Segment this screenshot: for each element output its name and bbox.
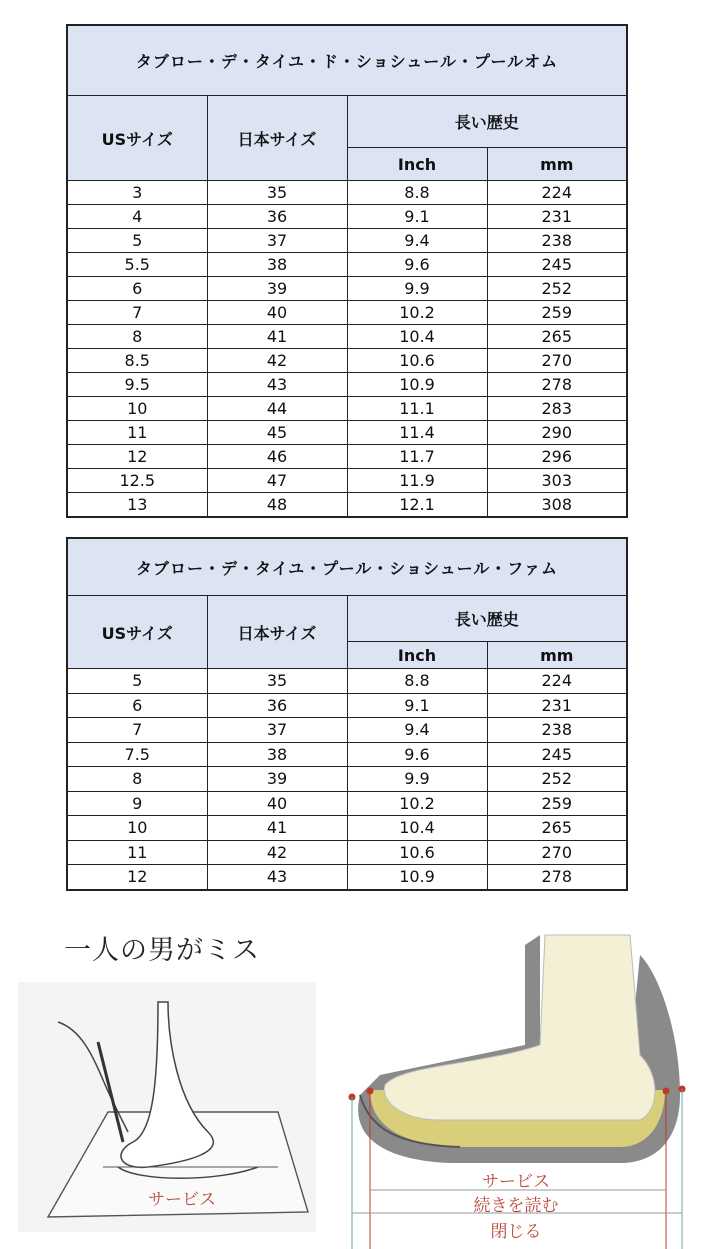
womens-table-title: タブロー・デ・タイユ・プール・ショシュール・ファム	[67, 538, 627, 596]
us-size-cell: 7	[67, 301, 207, 325]
jp-size-cell: 46	[207, 445, 347, 469]
inch-cell: 9.1	[347, 205, 487, 229]
womens-table-body	[67, 669, 627, 890]
mm-cell: 231	[487, 693, 627, 718]
jp-size-cell: 38	[207, 253, 347, 277]
table-row	[67, 840, 627, 865]
inch-cell: 10.4	[347, 325, 487, 349]
col-header-inch: Inch	[347, 642, 487, 669]
mm-cell: 224	[487, 181, 627, 205]
inch-cell: 9.4	[347, 229, 487, 253]
measure-heading: 一人の男がミス	[64, 935, 260, 966]
us-size-cell: 12	[67, 445, 207, 469]
inch-cell: 9.9	[347, 277, 487, 301]
us-size-cell: 6	[67, 277, 207, 301]
mm-cell: 308	[487, 493, 627, 518]
table-row	[67, 493, 627, 518]
col-header-jp-size: 日本サイズ	[207, 596, 347, 669]
mm-cell: 224	[487, 669, 627, 694]
us-size-cell: 8	[67, 325, 207, 349]
us-size-cell: 7.5	[67, 742, 207, 767]
jp-size-cell: 47	[207, 469, 347, 493]
inch-cell: 11.7	[347, 445, 487, 469]
table-row	[67, 253, 627, 277]
inch-cell: 12.1	[347, 493, 487, 518]
table-row	[67, 742, 627, 767]
mm-cell: 278	[487, 373, 627, 397]
jp-size-cell: 41	[207, 325, 347, 349]
inch-cell: 10.2	[347, 791, 487, 816]
inch-cell: 10.9	[347, 865, 487, 890]
col-header-jp-size: 日本サイズ	[207, 96, 347, 181]
right-label-1: サービス	[482, 1172, 550, 1192]
us-size-cell: 5.5	[67, 253, 207, 277]
jp-size-cell: 38	[207, 742, 347, 767]
table-row	[67, 469, 627, 493]
us-size-cell: 9	[67, 791, 207, 816]
foot-tracing-illustration	[18, 982, 316, 1232]
us-size-cell: 12.5	[67, 469, 207, 493]
col-header-length: 長い歴史	[347, 96, 627, 148]
col-header-mm: mm	[487, 148, 627, 181]
us-size-cell: 11	[67, 421, 207, 445]
table-row	[67, 865, 627, 890]
inch-cell: 10.6	[347, 349, 487, 373]
jp-size-cell: 45	[207, 421, 347, 445]
jp-size-cell: 48	[207, 493, 347, 518]
jp-size-cell: 35	[207, 181, 347, 205]
col-header-inch: Inch	[347, 148, 487, 181]
table-row	[67, 421, 627, 445]
left-figure-label: サービス	[148, 1190, 216, 1210]
us-size-cell: 10	[67, 397, 207, 421]
us-size-cell: 9.5	[67, 373, 207, 397]
jp-size-cell: 39	[207, 767, 347, 792]
table-row	[67, 397, 627, 421]
us-size-cell: 4	[67, 205, 207, 229]
jp-size-cell: 36	[207, 693, 347, 718]
jp-size-cell: 43	[207, 373, 347, 397]
table-row	[67, 229, 627, 253]
table-row	[67, 791, 627, 816]
table-row	[67, 301, 627, 325]
mm-cell: 259	[487, 791, 627, 816]
col-header-us-size: USサイズ	[67, 96, 207, 181]
us-size-cell: 5	[67, 229, 207, 253]
mm-cell: 238	[487, 718, 627, 743]
jp-size-cell: 40	[207, 791, 347, 816]
mm-cell: 290	[487, 421, 627, 445]
inch-cell: 10.2	[347, 301, 487, 325]
us-size-cell: 10	[67, 816, 207, 841]
jp-size-cell: 36	[207, 205, 347, 229]
inch-cell: 9.9	[347, 767, 487, 792]
us-size-cell: 3	[67, 181, 207, 205]
inch-cell: 9.4	[347, 718, 487, 743]
col-header-length: 長い歴史	[347, 596, 627, 642]
inch-cell: 10.6	[347, 840, 487, 865]
mm-cell: 231	[487, 205, 627, 229]
table-row	[67, 445, 627, 469]
inch-cell: 11.9	[347, 469, 487, 493]
table-row	[67, 767, 627, 792]
jp-size-cell: 40	[207, 301, 347, 325]
inch-cell: 10.9	[347, 373, 487, 397]
mm-cell: 278	[487, 865, 627, 890]
col-header-mm: mm	[487, 642, 627, 669]
mm-cell: 252	[487, 277, 627, 301]
us-size-cell: 12	[67, 865, 207, 890]
mm-cell: 283	[487, 397, 627, 421]
mm-cell: 270	[487, 349, 627, 373]
jp-size-cell: 37	[207, 229, 347, 253]
womens-size-table	[66, 537, 628, 891]
right-label-3: 閉じる	[490, 1222, 542, 1242]
inch-cell: 10.4	[347, 816, 487, 841]
mm-cell: 265	[487, 816, 627, 841]
inch-cell: 11.4	[347, 421, 487, 445]
mm-cell: 245	[487, 742, 627, 767]
mens-table-title: タブロー・デ・タイユ・ド・ショシュール・プールオム	[67, 25, 627, 96]
jp-size-cell: 42	[207, 349, 347, 373]
jp-size-cell: 39	[207, 277, 347, 301]
table-row	[67, 325, 627, 349]
col-header-us-size: USサイズ	[67, 596, 207, 669]
us-size-cell: 8	[67, 767, 207, 792]
mens-table-body	[67, 181, 627, 518]
inch-cell: 9.1	[347, 693, 487, 718]
jp-size-cell: 37	[207, 718, 347, 743]
table-row	[67, 277, 627, 301]
us-size-cell: 13	[67, 493, 207, 518]
table-row	[67, 816, 627, 841]
mm-cell: 296	[487, 445, 627, 469]
mm-cell: 238	[487, 229, 627, 253]
table-row	[67, 373, 627, 397]
us-size-cell: 5	[67, 669, 207, 694]
jp-size-cell: 41	[207, 816, 347, 841]
mm-cell: 252	[487, 767, 627, 792]
right-label-2: 続きを読む	[473, 1196, 559, 1216]
inch-cell: 8.8	[347, 181, 487, 205]
mm-cell: 270	[487, 840, 627, 865]
inch-cell: 8.8	[347, 669, 487, 694]
jp-size-cell: 35	[207, 669, 347, 694]
table-row	[67, 205, 627, 229]
inch-cell: 9.6	[347, 742, 487, 767]
mens-size-table	[66, 24, 628, 518]
us-size-cell: 11	[67, 840, 207, 865]
us-size-cell: 6	[67, 693, 207, 718]
table-row	[67, 181, 627, 205]
inch-cell: 9.6	[347, 253, 487, 277]
table-row	[67, 718, 627, 743]
inch-cell: 11.1	[347, 397, 487, 421]
jp-size-cell: 44	[207, 397, 347, 421]
shoe-cross-section-illustration	[340, 915, 690, 1249]
table-row	[67, 349, 627, 373]
table-row	[67, 669, 627, 694]
jp-size-cell: 42	[207, 840, 347, 865]
us-size-cell: 8.5	[67, 349, 207, 373]
mm-cell: 245	[487, 253, 627, 277]
us-size-cell: 7	[67, 718, 207, 743]
table-row	[67, 693, 627, 718]
mm-cell: 303	[487, 469, 627, 493]
mm-cell: 259	[487, 301, 627, 325]
mm-cell: 265	[487, 325, 627, 349]
foot-shape	[384, 935, 655, 1120]
jp-size-cell: 43	[207, 865, 347, 890]
